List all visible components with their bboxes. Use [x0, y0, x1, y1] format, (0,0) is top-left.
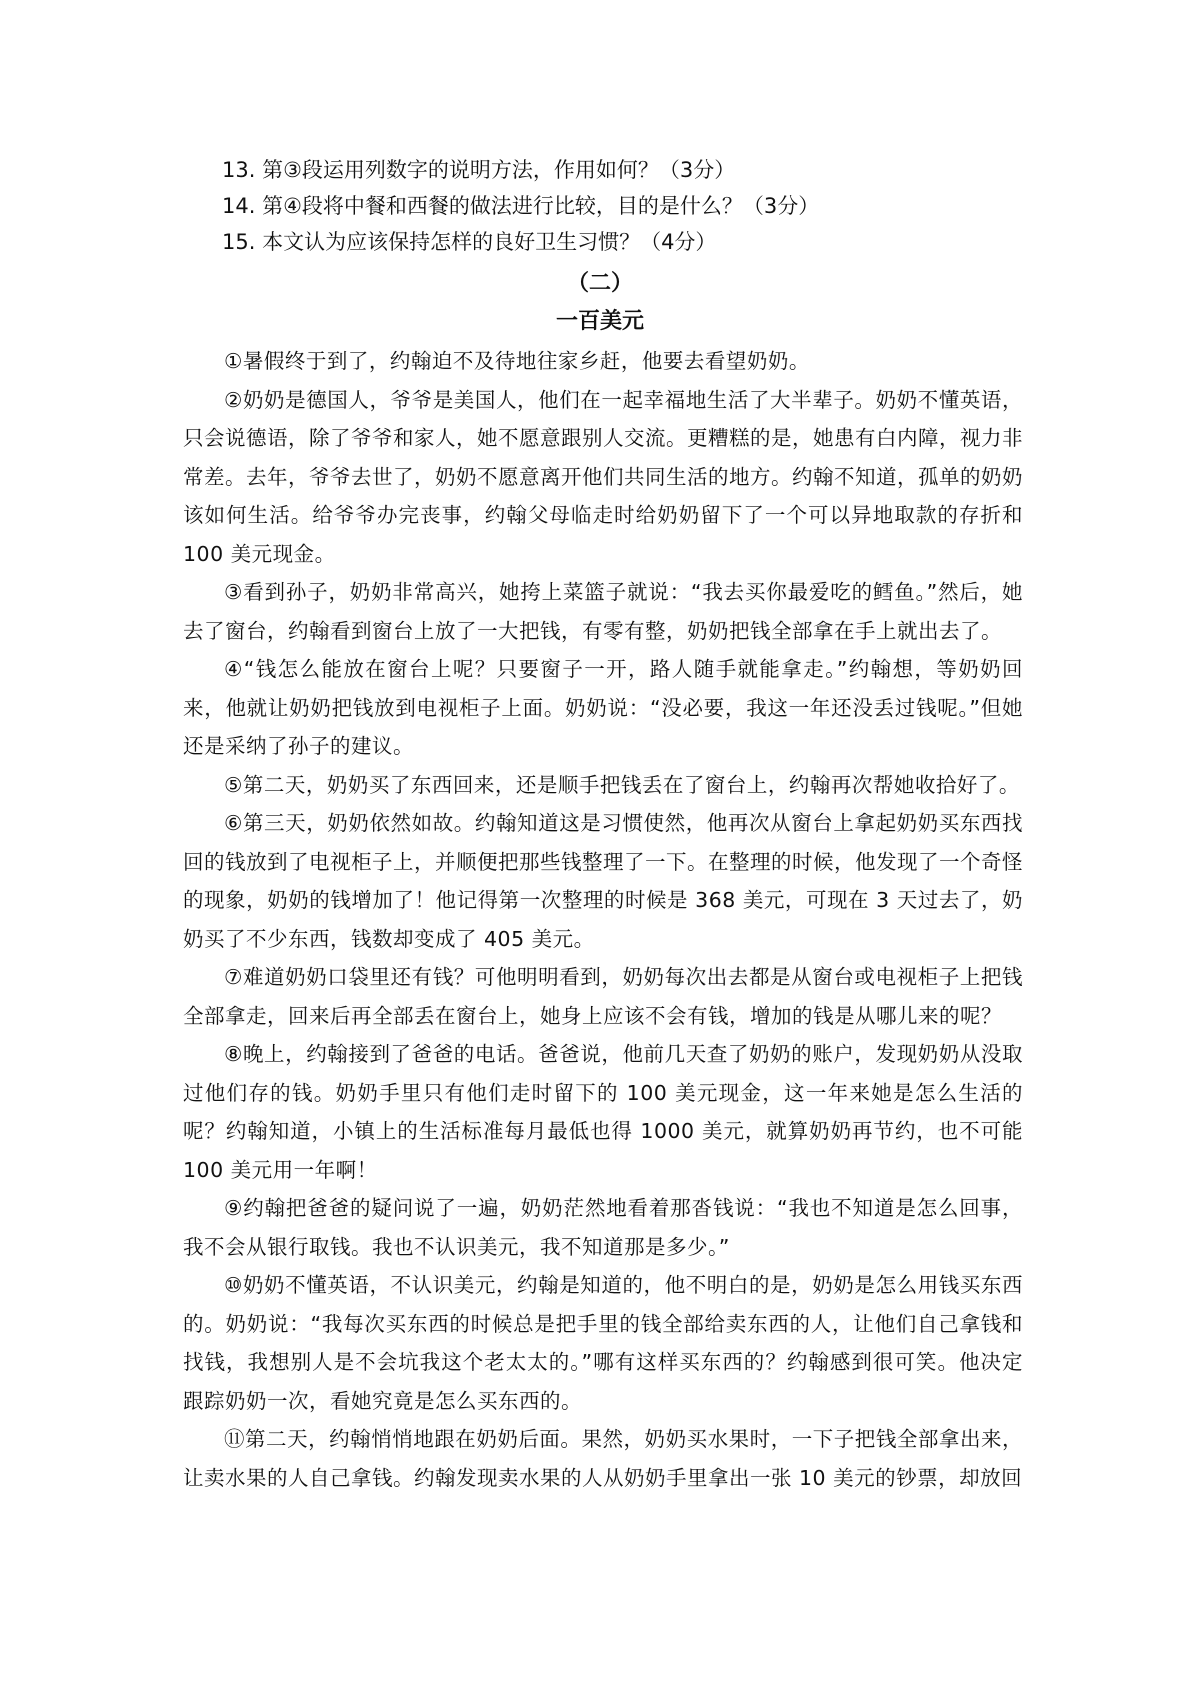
paragraph-5: ⑤第二天，奶奶买了东西回来，还是顺手把钱丢在了窗台上，约翰再次帮她收拾好了。 — [224, 772, 1020, 797]
question-14: 14. 第④段将中餐和西餐的做法进行比较，目的是什么？（3分） — [222, 194, 820, 218]
question-15: 15. 本文认为应该保持怎样的良好卫生习惯？（4分） — [222, 230, 717, 254]
paragraph-6: ⑥第三天，奶奶依然如故。约翰知道这是习惯使然，他再次从窗台上拿起奶奶买东西找回的钱放到了电视柜子上，并顺便把那些钱整理了一下。在整理的时候，他发现了一个奇怪的现象，奶奶的钱增加了！他记得第一次整理的时候是 368 美元，可现在 3 天过去了，奶奶买了不少东西，钱数却变成了 405 美元。 — [183, 811, 1023, 951]
paragraph-8: ⑧晚上，约翰接到了爸爸的电话。爸爸说，他前几天查了奶奶的账户，发现奶奶从没取过他们存的钱。奶奶手里只有他们走时留下的 100 美元现金，这一年来她是怎么生活的呢？约翰知道，小镇上的生活标准每月最低也得 1000 美元，就算奶奶再节约，也不可能 100 美元用一年啊！ — [183, 1042, 1023, 1182]
story-title: 一百美元 — [555, 309, 644, 334]
paragraph-2: ②奶奶是德国人，爷爷是美国人，他们在一起幸福地生活了大半辈子。奶奶不懂英语，只会说德语，除了爷爷和家人，她不愿意跟别人交流。更糟糕的是，她患有白内障，视力非常差。去年，爷爷去世了，奶奶不愿意离开他们共同生活的地方。约翰不知道，孤单的奶奶该如何生活。给爷爷办完丧事，约翰父母临走时给奶奶留下了一个可以异地取款的存折和100 美元现金。 — [183, 387, 1023, 566]
paragraph-3: ③看到孙子，奶奶非常高兴，她挎上菜篮子就说：“我去买你最爱吃的鳕鱼。”然后，她去了窗台，约翰看到窗台上放了一大把钱，有零有整，奶奶把钱全部拿在手上就出去了。 — [183, 580, 1023, 643]
paragraph-9: ⑨约翰把爸爸的疑问说了一遍，奶奶茫然地看着那沓钱说：“我也不知道是怎么回事，我不会从银行取钱。我也不认识美元，我不知道那是多少。” — [183, 1196, 1023, 1259]
question-13: 13. 第③段运用列数字的说明方法，作用如何？（3分） — [222, 158, 736, 182]
paragraph-10: ⑩奶奶不懂英语，不认识美元，约翰是知道的，他不明白的是，奶奶是怎么用钱买东西的。奶奶说：“我每次买东西的时候总是把手里的钱全部给卖东西的人，让他们自己拿钱和找钱，我想别人是不会坑我这个老太太的。”哪有这样买东西的？约翰感到很可笑。他决定跟踪奶奶一次，看她究竟是怎么买东西的。 — [183, 1273, 1023, 1413]
section-number: （二） — [566, 271, 633, 296]
paragraph-4: ④“钱怎么能放在窗台上呢？只要窗子一开，路人随手就能拿走。”约翰想，等奶奶回来，他就让奶奶把钱放到电视柜子上面。奶奶说：“没必要，我这一年还没丢过钱呢。”但她还是采纳了孙子的建议。 — [183, 657, 1023, 758]
paragraph-7: ⑦难道奶奶口袋里还有钱？可他明明看到，奶奶每次出去都是从窗台或电视柜子上把钱全部拿走，回来后再全部丢在窗台上，她身上应该不会有钱，增加的钱是从哪儿来的呢？ — [183, 965, 1023, 1028]
question-list — [222, 152, 1022, 260]
paragraph-1: ①暑假终于到了，约翰迫不及待地往家乡赶，他要去看望奶奶。 — [224, 349, 810, 373]
paragraph-11: ⑪第二天，约翰悄悄地跟在奶奶后面。果然，奶奶买水果时，一下子把钱全部拿出来，让卖水果的人自己拿钱。约翰发现卖水果的人从奶奶手里拿出一张 10 美元的钞票，却放回 — [183, 1427, 1023, 1490]
story-body — [183, 342, 1023, 1497]
